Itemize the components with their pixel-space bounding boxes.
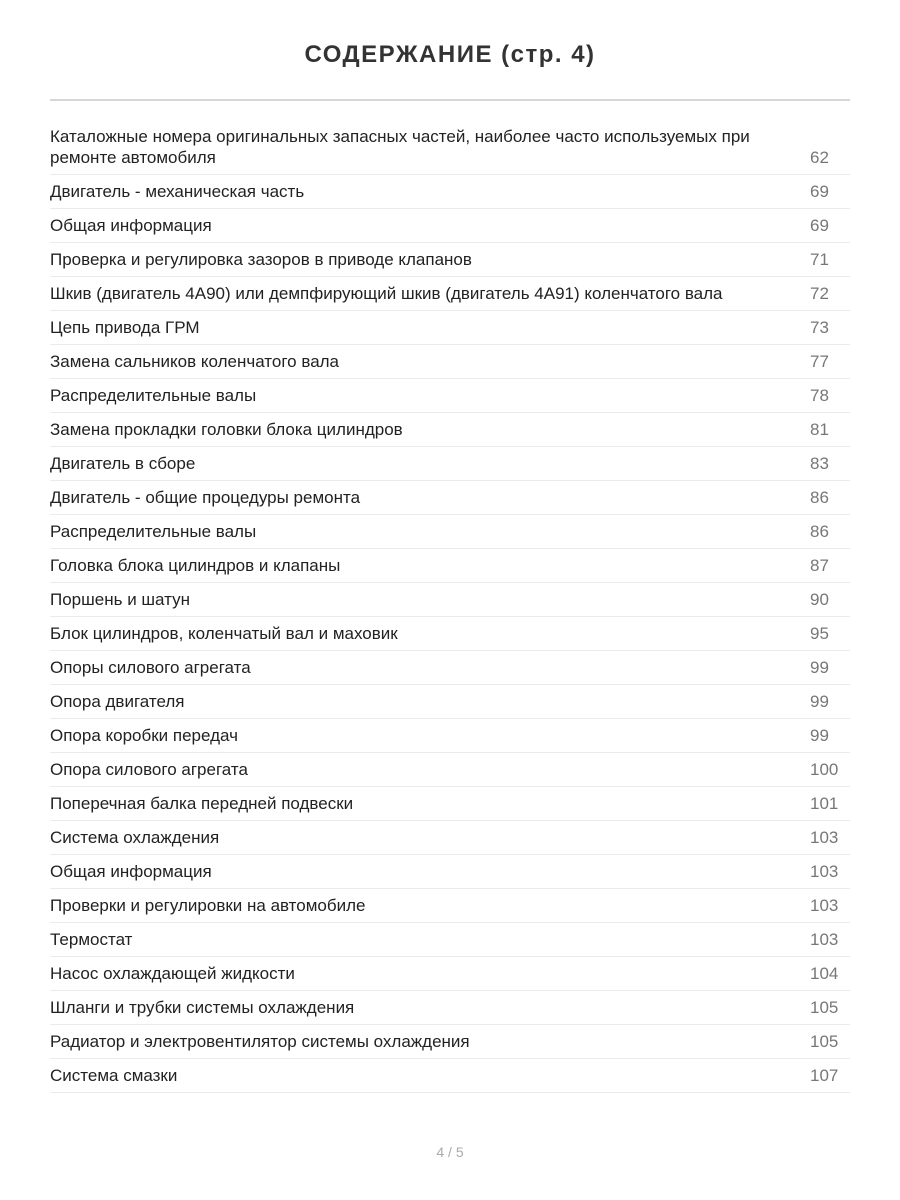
toc-entry[interactable] (50, 311, 850, 345)
toc-entry-page: 77 (810, 352, 829, 371)
toc-entry[interactable] (50, 277, 850, 311)
toc-entry[interactable] (50, 855, 850, 889)
toc-entry-page: 71 (810, 250, 829, 269)
toc-entry-page: 83 (810, 454, 829, 473)
toc-entry-title: Система охлаждения (50, 828, 220, 847)
toc-entry-page: 99 (810, 726, 829, 745)
title-divider (50, 99, 850, 101)
toc-entry-page: 81 (810, 420, 829, 439)
toc-entry-page: 86 (810, 488, 829, 507)
toc-entry[interactable] (50, 991, 850, 1025)
toc-entry[interactable] (50, 124, 850, 175)
toc-entry[interactable] (50, 821, 850, 855)
toc-entry-title: Общая информация (50, 862, 212, 881)
toc-entry-page: 86 (810, 522, 829, 541)
toc-entry[interactable] (50, 753, 850, 787)
toc-entry-title: Каталожные номера оригинальных запасных частей, наиболее часто используемых при ремонте автомобиля (50, 127, 750, 167)
toc-entry-page: 72 (810, 284, 829, 303)
toc-entry-title: Цепь привода ГРМ (50, 318, 200, 337)
toc-entry-title: Шкив (двигатель 4А90) или демпфирующий шкив (двигатель 4А91) коленчатого вала (50, 284, 723, 303)
toc-entry-page: 105 (810, 1032, 839, 1051)
toc-entry[interactable] (50, 685, 850, 719)
table-of-contents (50, 124, 850, 1093)
toc-entry[interactable] (50, 515, 850, 549)
toc-entry-title: Опора силового агрегата (50, 760, 248, 779)
toc-entry-page: 99 (810, 692, 829, 711)
toc-entry-page: 107 (810, 1066, 839, 1085)
toc-entry-title: Общая информация (50, 216, 212, 235)
toc-entry-title: Замена прокладки головки блока цилиндров (50, 420, 403, 439)
toc-entry[interactable] (50, 1025, 850, 1059)
toc-entry[interactable] (50, 379, 850, 413)
toc-entry-title: Блок цилиндров, коленчатый вал и маховик (50, 624, 398, 643)
toc-entry[interactable] (50, 209, 850, 243)
toc-entry[interactable] (50, 957, 850, 991)
toc-entry[interactable] (50, 447, 850, 481)
toc-entry-title: Поперечная балка передней подвески (50, 794, 354, 813)
toc-entry-page: 103 (810, 930, 839, 949)
toc-entry-title: Проверка и регулировка зазоров в приводе клапанов (50, 250, 472, 269)
toc-entry-page: 90 (810, 590, 829, 609)
toc-entry-title: Головка блока цилиндров и клапаны (50, 556, 341, 575)
toc-entry-title: Радиатор и электровентилятор системы охлаждения (50, 1032, 470, 1051)
toc-entry[interactable] (50, 481, 850, 515)
toc-entry-page: 104 (810, 964, 839, 983)
toc-entry-title: Опора коробки передач (50, 726, 238, 745)
toc-entry-page: 62 (810, 148, 829, 167)
toc-entry-page: 103 (810, 828, 839, 847)
toc-entry[interactable] (50, 651, 850, 685)
toc-entry[interactable] (50, 617, 850, 651)
toc-entry-page: 78 (810, 386, 829, 405)
toc-entry[interactable] (50, 243, 850, 277)
toc-entry[interactable] (50, 175, 850, 209)
page-title: СОДЕРЖАНИЕ (стр. 4) (304, 41, 596, 68)
toc-entry-page: 87 (810, 556, 829, 575)
toc-entry-page: 69 (810, 182, 829, 201)
toc-entry-page: 100 (810, 760, 839, 779)
toc-entry-page: 103 (810, 896, 839, 915)
toc-entry-page: 105 (810, 998, 839, 1017)
toc-entry-page: 69 (810, 216, 829, 235)
toc-entry-page: 103 (810, 862, 839, 881)
toc-entry[interactable] (50, 345, 850, 379)
toc-entry[interactable] (50, 549, 850, 583)
toc-entry-title: Насос охлаждающей жидкости (50, 964, 295, 983)
toc-entry[interactable] (50, 1059, 850, 1093)
toc-entry[interactable] (50, 923, 850, 957)
toc-entry-title: Замена сальников коленчатого вала (50, 352, 340, 371)
toc-entry-title: Опора двигателя (50, 692, 185, 711)
toc-entry[interactable] (50, 719, 850, 753)
toc-entry[interactable] (50, 787, 850, 821)
toc-entry-page: 73 (810, 318, 829, 337)
toc-entry[interactable] (50, 583, 850, 617)
toc-entry-title: Термостат (50, 930, 133, 949)
toc-entry-page: 95 (810, 624, 829, 643)
toc-entry-title: Система смазки (50, 1066, 178, 1085)
toc-entry-page: 99 (810, 658, 829, 677)
toc-entry-title: Опоры силового агрегата (50, 658, 251, 677)
toc-entry[interactable] (50, 413, 850, 447)
toc-entry-title: Распределительные валы (50, 522, 257, 541)
toc-entry-title: Поршень и шатун (50, 590, 190, 609)
toc-entry-title: Распределительные валы (50, 386, 257, 405)
toc-entry-title: Двигатель в сборе (50, 454, 196, 473)
toc-entry-title: Проверки и регулировки на автомобиле (50, 896, 366, 915)
toc-entry-title: Двигатель - механическая часть (50, 182, 305, 201)
toc-entry-title: Двигатель - общие процедуры ремонта (50, 488, 361, 507)
page-indicator: 4 / 5 (436, 1144, 464, 1160)
toc-entry[interactable] (50, 889, 850, 923)
toc-entry-page: 101 (810, 794, 839, 813)
toc-entry-title: Шланги и трубки системы охлаждения (50, 998, 355, 1017)
